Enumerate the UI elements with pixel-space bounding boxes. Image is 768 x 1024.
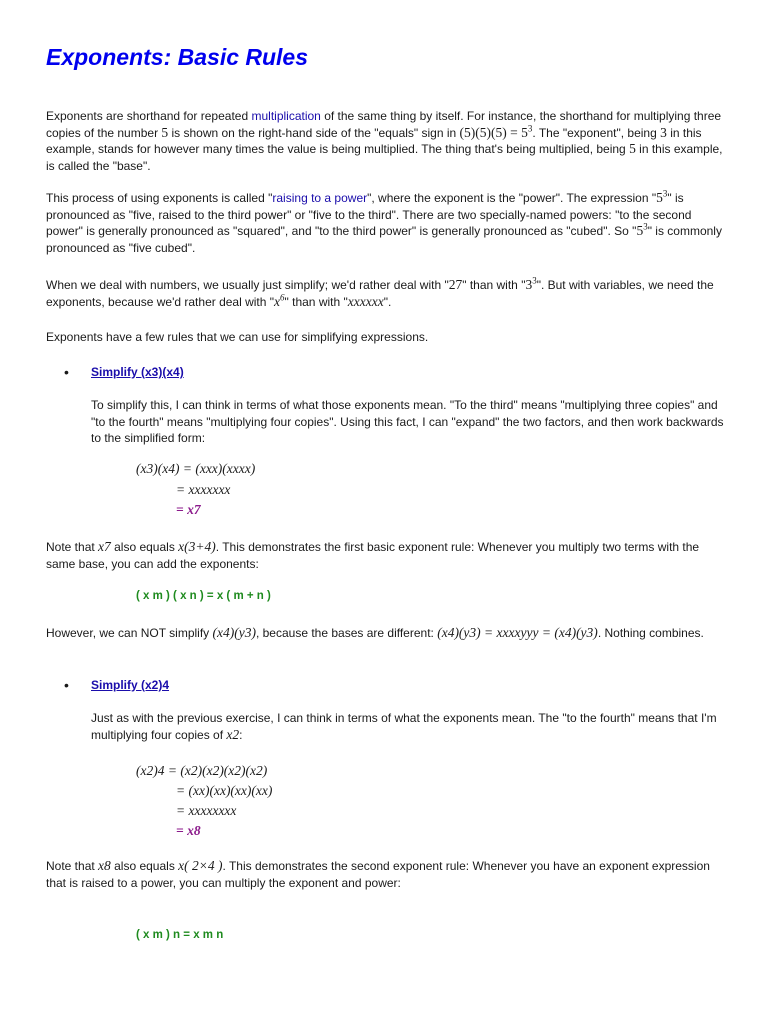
product-rule: ( x m ) ( x n ) = x ( m + n ) [136,590,271,602]
text: " than with " [462,278,526,292]
math-number: 5 [629,141,636,156]
text: " is commonly pronounced as "five cubed". [46,224,722,255]
text: When we deal with numbers, we usually just simplify; we'd rather deal with " [46,278,449,292]
example-1-intro: To simplify this, I can think in terms of what those exponents mean. "To the third" means "multiplying three copies" and "to the fourth" means "multiplying four copies". Using this fact, I can "expand" the two factors, and then work backwards to the simplified form: [91,398,724,445]
variables-paragraph [46,277,726,310]
equation-line: = xxxxxxx [176,482,231,497]
text: . The "exponent", being [532,125,661,140]
bullet: • [64,364,69,380]
text: of the same thing by itself. For instance, the shorthand for multiplying three copies of the number [46,109,722,140]
text: Note that [46,859,99,873]
text: ". But with variables, we need the exponents, because we'd rather deal with " [46,278,714,309]
text: is shown on the right-hand side of the "equals" sign in [168,125,460,140]
equation-answer: = x7 [176,502,201,517]
example-2-link[interactable]: Simplify (x2)4 [91,678,170,692]
rule-1-note [46,539,726,572]
math-number: 3 [660,124,667,140]
math-expression: $(5)(5)(5) = 5^3$ [459,123,533,140]
raising-to-a-power-link[interactable]: raising to a power [272,191,368,205]
text: . Nothing combines. [597,626,704,640]
math-expression: x(3+4) [178,539,216,554]
equation-line: (x3)(x4) = (xxx)(xxxx) [136,461,256,476]
text: However, we can NOT simplify [46,626,213,640]
raising-paragraph [46,190,726,256]
text: , because the bases are different: [255,626,438,640]
math-number: 5 [161,124,169,140]
multiplication-link[interactable]: multiplication [251,109,321,123]
text: ", where the exponent is the "power". The expression " [367,191,657,205]
text: also equals [110,859,179,873]
text: This process of using exponents is called " [46,191,273,205]
text: " is pronounced as "five, raised to the third power" or "five to the third". There are two specially-named powers: "to the second power" is generally pronounced as "squared", and "to the third power" is generally pronounced as "cubed". So " [46,191,692,238]
power-rule: ( x m ) n = x m n [136,929,224,941]
different-bases-paragraph [46,625,726,642]
math-expression: xxxxxx [347,293,384,309]
text: Exponents are shorthand for repeated [46,109,252,123]
math-number: 27 [448,277,463,292]
math-expression: $3^3$ [525,275,537,292]
equation-line: = xxxxxxxx [176,803,237,818]
text: " than with " [284,294,348,309]
page-title[interactable] [46,44,308,71]
math-expression: $x^6$ [274,292,285,309]
math-expression: x( 2×4 ) [178,858,223,873]
text: . This demonstrates the second exponent rule: Whenever you have an exponent expression that is raised to a power, you can multiply the exponent and power: [46,859,710,890]
example-1-link[interactable]: Simplify (x3)(x4) [91,365,184,379]
bullet: • [64,677,69,693]
text: also equals [110,540,179,554]
equation-line: = (xx)(xx)(xx)(xx) [176,783,273,798]
text: Note that [46,540,99,554]
text: : [239,727,243,742]
text: Just as with the previous exercise, I can think in terms of what the exponents mean. The "to the fourth" means that I'm multiplying four copies of [91,711,717,742]
text: . This demonstrates the first basic exponent rule: Whenever you multiply two terms with the same base, you can add the exponents: [46,540,700,571]
math-expression: $5^3$ [636,221,648,238]
equation-answer: = x8 [176,823,201,838]
text: in this example, is called the "base". [46,142,723,173]
math-expression: (x4)(y3) = xxxxyyy = (x4)(y3) [437,625,598,640]
text: in this example, stands for however many times the value is being multiplied. The thing that's being multiplied, being [46,125,702,156]
example-2-intro [91,710,731,743]
rules-intro: Exponents have a few rules that we can use for simplifying expressions. [46,330,429,344]
math-expression: $5^3$ [656,188,668,205]
page-title-link[interactable]: Exponents: Basic Rules [46,44,309,70]
math-expression: (x4)(y3) [212,625,256,640]
intro-paragraph [46,108,726,174]
math-expression: x8 [98,858,111,873]
equation-line: (x2)4 = (x2)(x2)(x2)(x2) [136,763,268,778]
math-expression: x7 [98,539,111,554]
rule-2-note [46,858,726,891]
math-expression: x2 [226,726,240,742]
text: ". [383,294,392,309]
